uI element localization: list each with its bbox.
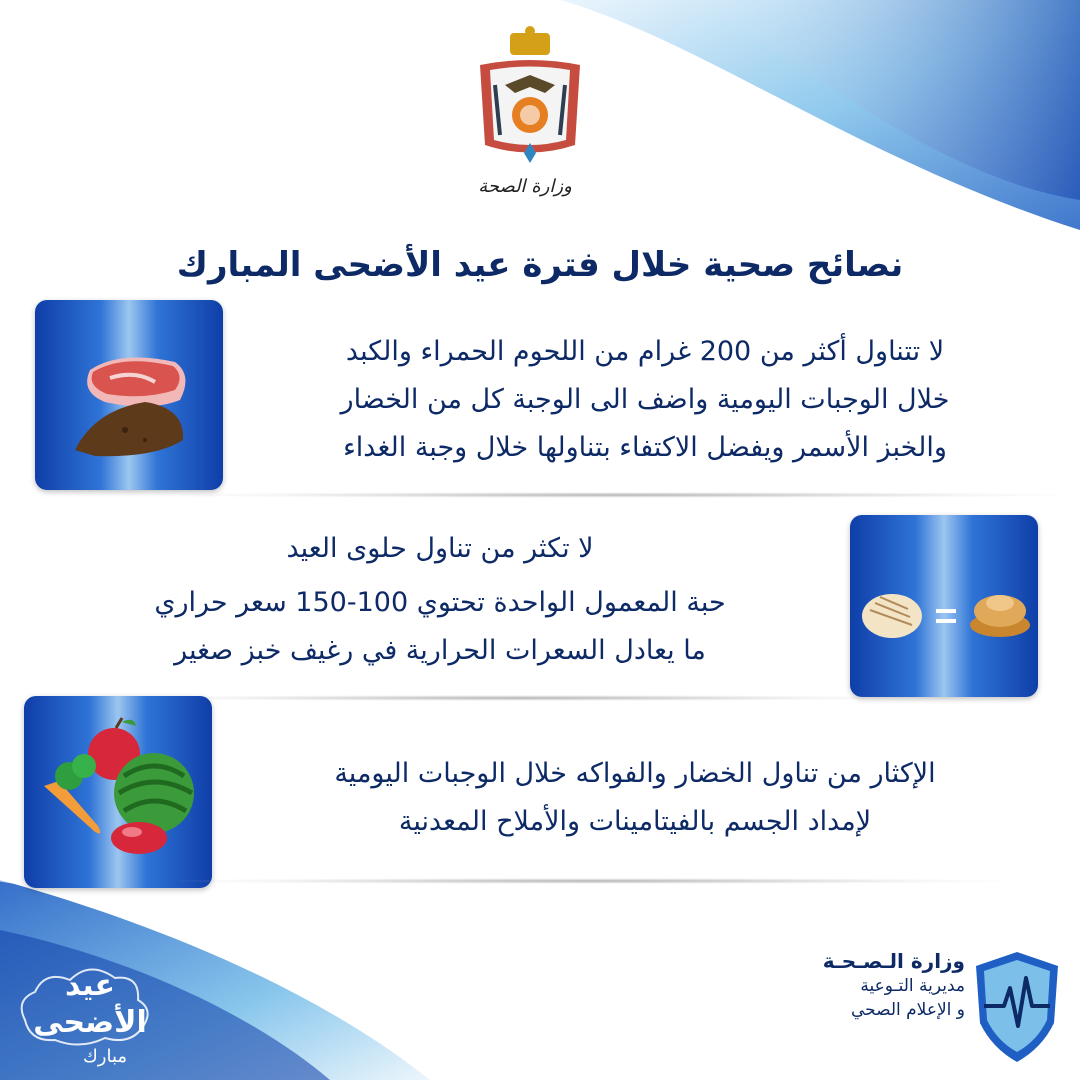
footer-directorate-line1: مديرية التـوعية: [860, 976, 965, 996]
tip-2-line-1: لا تكثر من تناول حلوى العيد: [286, 533, 594, 564]
tip-2-panel: [850, 515, 1038, 697]
tip-3-line-1: الإكثار من تناول الخضار والفواكه خلال الوجبات اليومية: [334, 758, 936, 789]
tip-2-text: [40, 525, 840, 675]
page-title: نصائح صحية خلال فترة عيد الأضحى المبارك: [176, 245, 904, 285]
tip-3-panel: [24, 696, 212, 888]
footer-ministry-block: [815, 948, 965, 1022]
tip-1-line-2: خلال الوجبات اليومية واضف الى الوجبة كل من الخضار: [340, 384, 950, 415]
eid-logo-word2: الأضحى: [33, 1005, 147, 1040]
fruits-vegetables-icon: [24, 696, 212, 888]
footer-ministry: وزارة الـصـحـة: [822, 949, 965, 973]
tip-2-line-2: حبة المعمول الواحدة تحتوي 100-150 سعر حراري: [154, 587, 726, 618]
tip-2-line-3: ما يعادل السعرات الحرارية في رغيف خبز صغير: [174, 635, 706, 666]
tip-1-panel: [35, 300, 223, 490]
eid-adha-logo: [10, 950, 170, 1075]
royal-emblem-icon: [470, 25, 590, 175]
tip-3-line-2: لإمداد الجسم بالفيتامينات والأملاح المعدنية: [398, 806, 872, 837]
tip-3-text: [210, 750, 1060, 846]
shield-pulse-logo-icon: [972, 948, 1062, 1066]
eid-logo-word3: مبارك: [82, 1046, 128, 1067]
equals-sign: =: [945, 611, 946, 612]
ministry-calligraphy: وزارة الصحة: [478, 176, 572, 197]
tip-1-line-1: لا تتناول أكثر من 200 غرام من اللحوم الحمراء والكبد: [345, 336, 945, 367]
footer-directorate-line2: و الإعلام الصحي: [850, 1000, 965, 1020]
tip-1-text: [230, 328, 1060, 472]
eid-logo-word1: عيد: [64, 968, 116, 1003]
divider-2: [140, 695, 900, 701]
meat-liver-icon: [35, 300, 223, 490]
maamoul-equals-bread-icon: [850, 515, 1038, 697]
divider-1: [180, 492, 1060, 498]
tip-1-line-3: والخبز الأسمر ويفضل الاكتفاء بتناولها خلال وجبة الغداء: [343, 432, 947, 463]
divider-3: [180, 878, 1000, 884]
